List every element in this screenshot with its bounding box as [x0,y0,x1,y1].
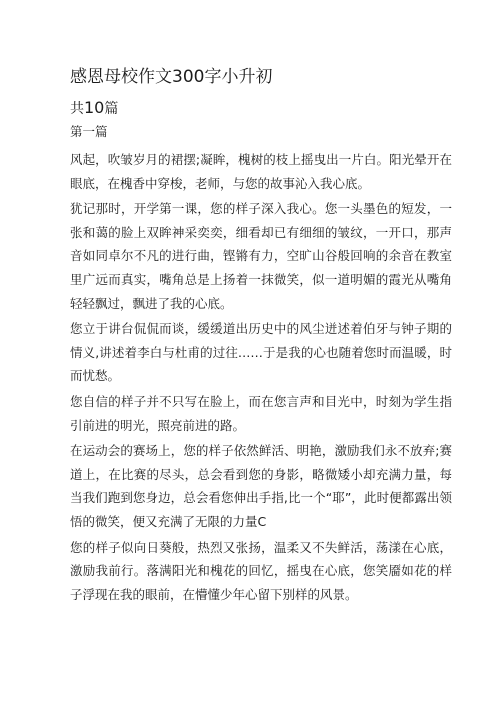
document-title: 感恩母校作文300字小升初 [70,67,273,87]
article-count-prefix: 共 [70,101,84,117]
paragraph-3: 您立于讲台侃侃而谈，缓缓道出历史中的风尘迸述着伯牙与钟子期的情义,讲述着李白与杜甫的过往……于是我的心也随着您时而温暖，时而忧愁。 [70,321,452,384]
paragraph-2: 犹记那时，开学第一课，您的样子深入我心。您一头墨色的短发，一张和蔼的脸上双眸神采奕奕，细看却已有细细的皱纹，一开口，那声音如同卓尔不凡的进行曲，铿锵有力，空旷山谷般回响的余音在教室里广远而真实，嘴角总是上扬着一抹微笑，似一道明媚的霞光从嘴角轻轻飘过，飘进了我的心底。 [70,201,452,311]
article-count-suffix: 篇 [104,101,119,117]
article-count-number: 10 [84,98,105,117]
article-body [70,122,452,608]
paragraph-5: 在运动会的赛场上，您的样子依然鲜活、明艳，激励我们永不放弃;赛道上，在比赛的尽头，总会看到您的身影，略微矮小却充满力量，每当我们跑到您身边，总会看您伸出手指,比一个“耶”，此时便都露出领悟的微笑，便又充满了无限的力量C [70,443,452,529]
article-count [70,98,118,119]
section-heading: 第一篇 [70,124,108,139]
paragraph-1: 风起，吹皱岁月的裙摆;凝眸，槐树的枝上摇曳出一片白。阳光晕开在眼底，在槐香中穿梭，老师，与您的故事沁入我心底。 [70,152,452,191]
paragraph-6: 您的样子似向日葵般，热烈又张扬，温柔又不失鲜活，荡漾在心底，激励我前行。落满阳光和槐花的回忆，摇曳在心底，您笑靥如花的样子浮现在我的眼前，在懵懂少年心留下别样的风景。 [70,539,452,602]
paragraph-4: 您自信的样子并不只写在脸上，而在您言声和目光中，时刻为学生指引前进的明光，照亮前进的路。 [70,393,452,433]
